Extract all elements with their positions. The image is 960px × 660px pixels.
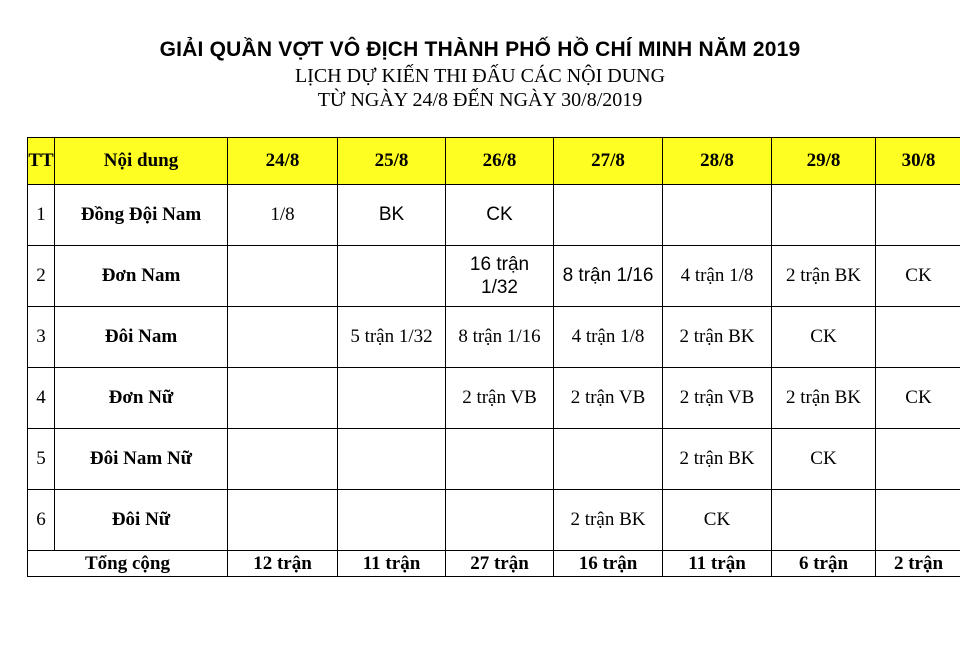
schedule-cell [772,490,876,551]
schedule-cell: 8 trận 1/16 [554,246,663,307]
event-name: Đôi Nam Nữ [55,429,228,490]
header-tt: TT [28,138,55,185]
event-name: Đơn Nam [55,246,228,307]
schedule-table [27,137,960,577]
table-row [28,368,960,429]
schedule-cell: 4 trận 1/8 [663,246,772,307]
date-range-subtitle: TỪ NGÀY 24/8 ĐẾN NGÀY 30/8/2019 [317,89,643,111]
header-date: 28/8 [663,138,772,185]
schedule-cell [446,429,554,490]
schedule-cell: CK [772,429,876,490]
event-name: Đơn Nữ [55,368,228,429]
total-cell: 2 trận [876,551,960,577]
header-date: 30/8 [876,138,960,185]
schedule-cell [228,429,338,490]
event-name: Đồng Đội Nam [55,185,228,246]
total-label: Tổng cộng [28,551,228,577]
schedule-cell: 4 trận 1/8 [554,307,663,368]
schedule-cell [338,490,446,551]
table-header-row [28,138,960,185]
schedule-cell [876,185,960,246]
table-row [28,185,960,246]
schedule-cell: 5 trận 1/32 [338,307,446,368]
schedule-cell [554,429,663,490]
row-number: 3 [28,307,55,368]
schedule-cell [338,368,446,429]
schedule-cell [876,307,960,368]
schedule-cell: 2 trận VB [554,368,663,429]
schedule-cell: 2 trận BK [772,368,876,429]
schedule-cell: CK [876,368,960,429]
schedule-cell [876,429,960,490]
schedule-cell: BK [338,185,446,246]
table-row [28,429,960,490]
header-date: 24/8 [228,138,338,185]
row-number: 2 [28,246,55,307]
header-date: 29/8 [772,138,876,185]
schedule-cell: 2 trận BK [554,490,663,551]
schedule-cell: CK [446,185,554,246]
schedule-cell [228,368,338,429]
event-name: Đôi Nam [55,307,228,368]
table-row [28,307,960,368]
event-name: Đôi Nữ [55,490,228,551]
total-cell: 6 trận [772,551,876,577]
schedule-cell [228,307,338,368]
schedule-cell [876,490,960,551]
schedule-cell: CK [876,246,960,307]
schedule-cell [228,246,338,307]
schedule-cell: 1/8 [228,185,338,246]
schedule-cell: CK [663,490,772,551]
schedule-cell: 2 trận VB [663,368,772,429]
schedule-cell: 8 trận 1/16 [446,307,554,368]
schedule-cell: CK [772,307,876,368]
row-number: 1 [28,185,55,246]
schedule-cell [663,185,772,246]
schedule-cell [228,490,338,551]
total-cell: 16 trận [554,551,663,577]
schedule-cell [554,185,663,246]
row-number: 6 [28,490,55,551]
schedule-cell: 2 trận BK [663,307,772,368]
header-date: 26/8 [446,138,554,185]
total-cell: 12 trận [228,551,338,577]
schedule-cell: 2 trận BK [772,246,876,307]
schedule-cell [338,246,446,307]
schedule-cell: 2 trận VB [446,368,554,429]
total-row [28,551,960,577]
row-number: 5 [28,429,55,490]
tournament-title: GIẢI QUẦN VỢT VÔ ĐỊCH THÀNH PHỐ HỒ CHÍ MINH NĂM 2019 [159,38,801,61]
header-date: 27/8 [554,138,663,185]
schedule-cell: 2 trận BK [663,429,772,490]
table-row [28,246,960,307]
schedule-cell [446,490,554,551]
header-date: 25/8 [338,138,446,185]
total-cell: 11 trận [663,551,772,577]
schedule-subtitle: LỊCH DỰ KIẾN THI ĐẤU CÁC NỘI DUNG [294,65,666,87]
table-row [28,490,960,551]
row-number: 4 [28,368,55,429]
total-cell: 11 trận [338,551,446,577]
header-noi-dung: Nội dung [55,138,228,185]
schedule-cell [338,429,446,490]
schedule-cell [772,185,876,246]
schedule-cell: 16 trận 1/32 [446,246,554,307]
total-cell: 27 trận [446,551,554,577]
